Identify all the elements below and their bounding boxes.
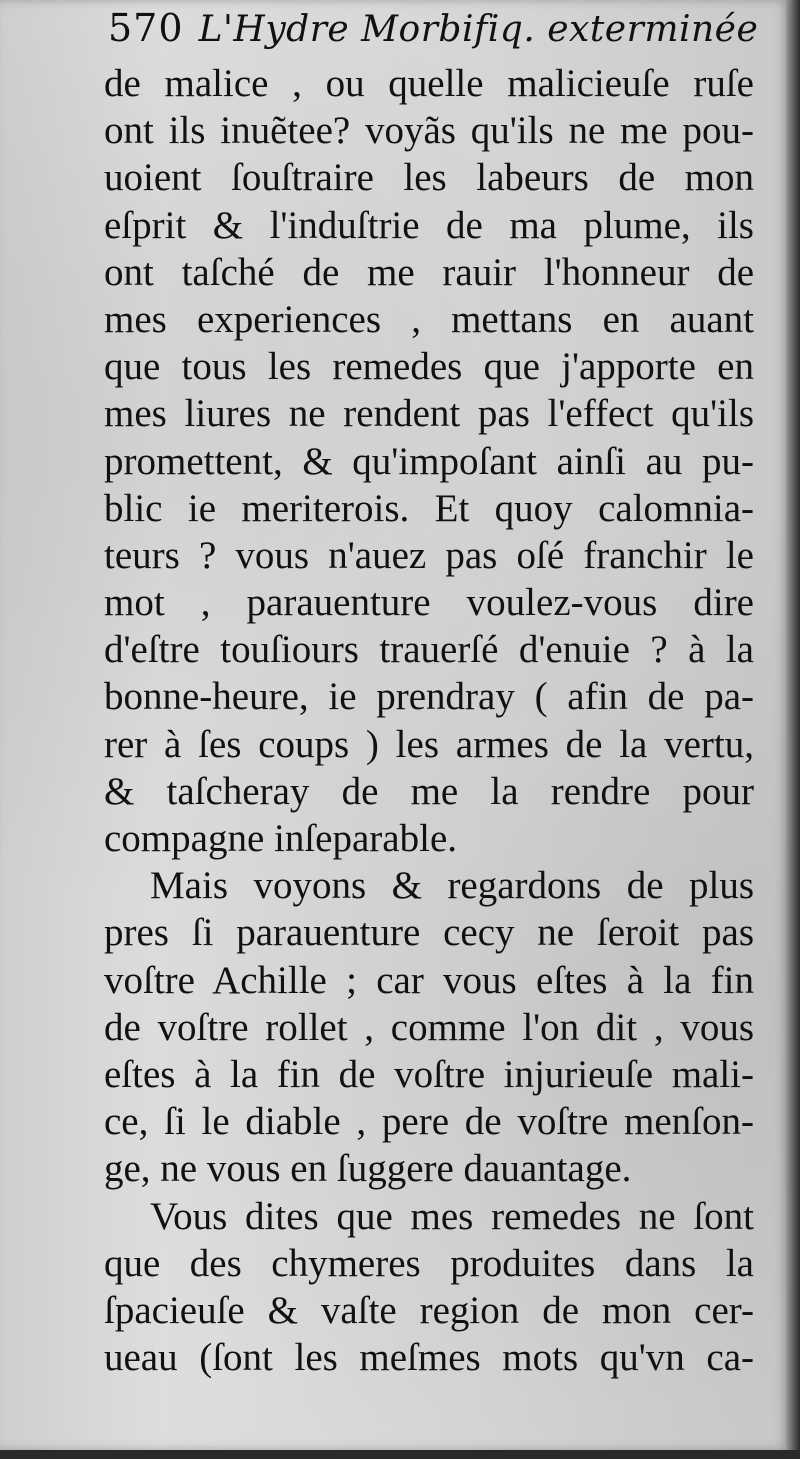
text-line: eſprit & l'induſtrie de ma plume, ils	[104, 203, 754, 247]
paragraph-start-line: Vous dites que mes remedes ne ſont	[150, 1194, 754, 1238]
text-line: blic ie meriterois. Et quoy calomnia-	[104, 486, 754, 530]
text-line: ont ils inuẽtee? voyãs qu'ils ne me pou-	[104, 109, 754, 153]
paragraph-start-line: Mais voyons & regardons de plus	[150, 864, 754, 908]
page-edge-shadow	[786, 0, 800, 1459]
text-line: que tous les remedes que j'apporte en	[104, 345, 754, 389]
text-line: mes liures ne rendent pas l'effect qu'ils	[104, 392, 754, 436]
text-line: d'eſtre touſiours trauerſé d'enuie ? à la	[104, 628, 754, 672]
page-number: 570	[108, 6, 184, 50]
text-line: mot , parauenture voulez-vous dire	[104, 581, 754, 625]
text-line: teurs ? vous n'auez pas oſé franchir le	[104, 533, 754, 577]
text-line: eſtes à la fin de voſtre injurieuſe mali-	[104, 1052, 754, 1096]
paragraph-end-line: ge, ne vous en ſuggere dauantage.	[104, 1147, 632, 1191]
text-line: rer à ſes coups ) les armes de la vertu,	[104, 722, 754, 766]
text-line: ſpacieuſe & vaſte region de mon cer-	[104, 1288, 754, 1332]
text-line: que des chymeres produites dans la	[104, 1241, 754, 1285]
body-text	[104, 60, 754, 1381]
page-header	[108, 6, 768, 58]
text-line: voſtre Achille ; car vous eſtes à la fin	[104, 958, 754, 1002]
page-bottom-edge	[0, 1450, 800, 1459]
paragraph-end-line: compagne inſeparable.	[104, 817, 457, 860]
text-line: ont taſché de me rauir l'honneur de	[104, 250, 754, 294]
text-line: de malice , ou quelle malicieuſe ruſe	[104, 62, 754, 105]
text-line: mes experiences , mettans en auant	[104, 297, 754, 341]
text-line: de voſtre rollet , comme l'on dit , vous	[104, 1005, 754, 1049]
running-title: L'Hydre Morbifiq. exterminée	[198, 9, 759, 50]
text-line: bonne-heure, ie prendray ( afin de pa-	[104, 675, 754, 719]
text-line: ueau (ſont les meſmes mots qu'vn ca-	[104, 1336, 754, 1380]
text-line: promettent, & qu'impoſant ainſi au pu-	[104, 439, 754, 483]
text-line: uoient ſouſtraire les labeurs de mon	[104, 156, 754, 200]
text-line: pres ſi parauenture cecy ne ſeroit pas	[104, 911, 754, 955]
text-line: ce, ſi le diable , pere de voſtre menſon-	[104, 1100, 754, 1144]
text-line: & taſcheray de me la rendre pour	[104, 769, 754, 813]
